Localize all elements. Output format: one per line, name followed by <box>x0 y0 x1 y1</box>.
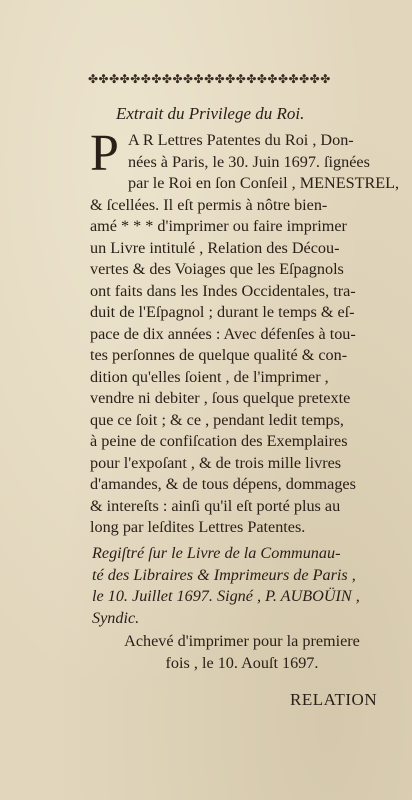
text-line: dition qu'elles ſoient , de l'imprimer , <box>90 367 329 386</box>
acheve-line: Achevé d'imprimer pour la premiere <box>124 632 360 650</box>
text-line: & intereſts : ainſi qu'il eſt porté plus au <box>90 496 341 515</box>
text-line: & ſcellées. Il eſt permis à nôtre bien- <box>90 195 328 214</box>
printing-completed-note <box>92 631 392 674</box>
registration-line: le 10. Juillet 1697. Signé , P. AUBOÜIN , <box>92 587 360 605</box>
privilege-text <box>90 125 400 539</box>
text-line: duit de l'Eſpagnol ; durant le temps & eſ- <box>90 303 355 321</box>
ornament-border: ✤✤✤✤✤✤✤✤✤✤✤✤✤✤✤✤✤✤✤✤✤✤✤ <box>88 72 331 86</box>
text-line: nées à Paris, le 30. Juin 1697. ſignées <box>128 152 370 171</box>
text-line: que ce ſoit ; & ce , pendant ledit temps, <box>90 410 344 429</box>
registration-line: té des Libraires & Imprimeurs de Paris , <box>92 565 356 584</box>
text-line: pace de dix années : Avec défenſes à tou- <box>90 324 356 343</box>
drop-capital: P <box>90 125 119 182</box>
text-line: ont faits dans les Indes Occidentales, tra- <box>90 281 356 300</box>
acheve-line: fois , le 10. Aouſt 1697. <box>165 653 319 672</box>
text-line: un Livre intitulé , Relation des Décou- <box>90 238 340 257</box>
text-line: long par leſdites Lettres Patentes. <box>90 518 306 536</box>
text-line: d'amandes, & de tous dépens, dommages <box>90 475 356 493</box>
text-line: pour l'expoſant , & de trois mille livres <box>90 453 342 472</box>
text-line: à peine de confiſcation des Exemplaires <box>90 432 348 450</box>
privilege-heading: Extrait du Privilege du Roi. <box>116 104 305 123</box>
text-line: A R Lettres Patentes du Roi , Don- <box>128 131 354 149</box>
registration-line: Regiſtré ſur le Livre de la Communau- <box>92 544 341 562</box>
text-line: tes perſonnes de quelque qualité & con- <box>90 346 348 364</box>
text-line: vertes & des Voiages que les Eſpagnols <box>90 260 344 278</box>
text-line: par le Roi en ſon Conſeil , MENESTREL, <box>128 174 400 192</box>
registration-line: Syndic. <box>92 608 140 627</box>
text-line: amé * * * d'imprimer ou faire imprimer <box>90 217 347 235</box>
text-line: vendre ni debiter , ſous quelque pretexte <box>90 389 351 407</box>
registration-note <box>92 543 402 629</box>
catchword: RELATION <box>290 690 378 709</box>
